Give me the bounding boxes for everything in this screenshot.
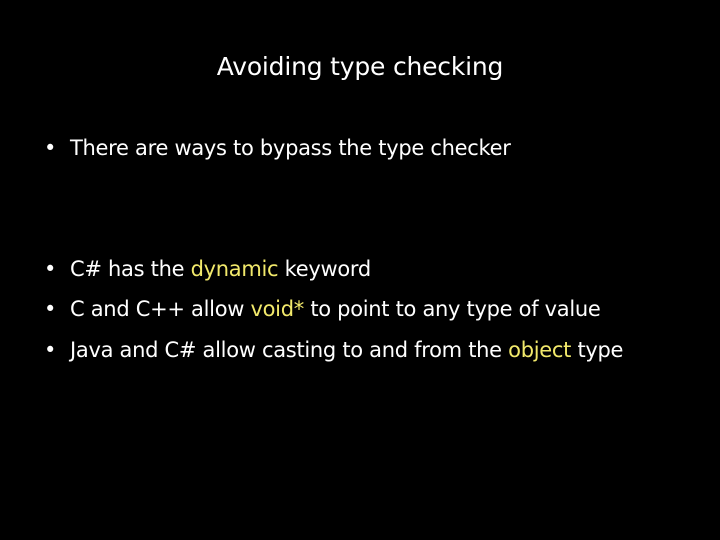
bullet-item (44, 336, 623, 364)
bullet-text-after: type (571, 338, 624, 362)
bullet-keyword-highlight: dynamic (190, 257, 279, 281)
bullet-dot-icon: • (44, 136, 57, 160)
bullet-text-before: C# has the (70, 257, 191, 281)
bullet-text-before: Java and C# allow casting to and from the (70, 338, 509, 362)
slide-title: Avoiding type checking (216, 52, 504, 81)
bullet-keyword-highlight: object (508, 338, 572, 362)
bullet-text: There are ways to bypass the type checker (70, 136, 511, 160)
bullet-dot-icon: • (44, 338, 57, 362)
bullet-item (44, 255, 371, 283)
bullet-item (44, 134, 511, 162)
bullet-text-after: keyword (278, 257, 371, 281)
bullet-item (44, 295, 601, 323)
bullet-text-after: to point to any type of value (303, 297, 601, 321)
bullet-dot-icon: • (44, 257, 57, 281)
bullet-keyword-highlight: void* (250, 297, 304, 321)
bullet-dot-icon: • (44, 297, 57, 321)
bullet-text-before: C and C++ allow (70, 297, 251, 321)
